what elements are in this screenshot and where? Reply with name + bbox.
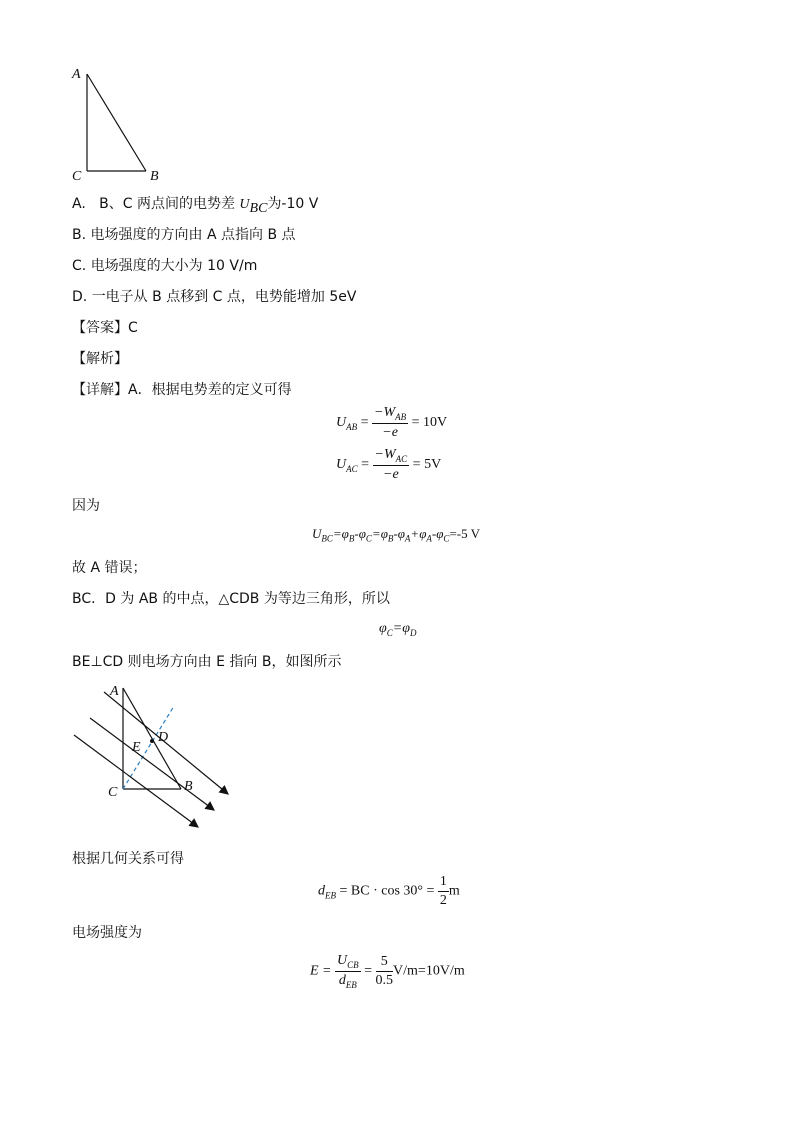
detail-line: 【详解】A．根据电势差的定义可得 bbox=[72, 382, 292, 398]
triangle-figure bbox=[66, 60, 176, 185]
vertex-label-d: D bbox=[158, 730, 169, 745]
vertex-label-b: B bbox=[150, 169, 159, 184]
analysis-heading: 【解析】 bbox=[72, 351, 128, 367]
equation-phi: $\varphi_C=\varphi_D$ bbox=[379, 621, 417, 638]
equation-uac: $U_{AC}$ = $\frac{-W_{AC}}{-e}$ = 5V bbox=[336, 447, 442, 482]
because-line: 因为 bbox=[72, 498, 100, 514]
be-line: BE⊥CD 则电场方向由 E 指向 B，如图所示 bbox=[72, 654, 342, 670]
equation-deb: $d_{EB}$ = BC · cos 30° = $\frac{1}{2}$ m bbox=[318, 874, 460, 908]
option-a: A. B、C 两点间的电势差 $U_{BC}$为-10 V bbox=[72, 196, 319, 216]
vertex-label-c: C bbox=[108, 785, 118, 800]
field-line: 电场强度为 bbox=[72, 925, 142, 941]
equation-uab: $U_{AB}$ = $\frac{-W_{AB}}{-e}$ = 10V bbox=[336, 405, 448, 440]
wrong-a-line: 故 A 错误； bbox=[72, 560, 147, 576]
bc-line: BC．D 为 AB 的中点，△CDB 为等边三角形，所以 bbox=[72, 591, 390, 607]
vertex-label-a: A bbox=[110, 684, 119, 699]
option-d: D. 一电子从 B 点移到 C 点，电势能增加 5eV bbox=[72, 289, 357, 305]
equation-e: E = $\frac{U_{CB}}{d_{EB}}$ = $\frac{5}{0.5}$ V/m=10V/m bbox=[310, 953, 465, 990]
field-figure bbox=[66, 680, 241, 835]
vertex-label-c: C bbox=[72, 169, 82, 184]
vertex-label-e: E bbox=[132, 740, 141, 755]
option-c: C. 电场强度的大小为 10 V/m bbox=[72, 258, 258, 274]
equation-ubc: $U_{BC}=\varphi_B-\varphi_C=\varphi_B-\varphi_A+\varphi_A-\varphi_C=-5$ V bbox=[312, 526, 481, 544]
geometry-line: 根据几何关系可得 bbox=[72, 851, 184, 867]
vertex-label-b: B bbox=[184, 779, 193, 794]
vertex-label-a: A bbox=[72, 67, 81, 82]
option-b: B. 电场强度的方向由 A 点指向 B 点 bbox=[72, 227, 296, 243]
answer-line: 【答案】C bbox=[72, 320, 138, 336]
